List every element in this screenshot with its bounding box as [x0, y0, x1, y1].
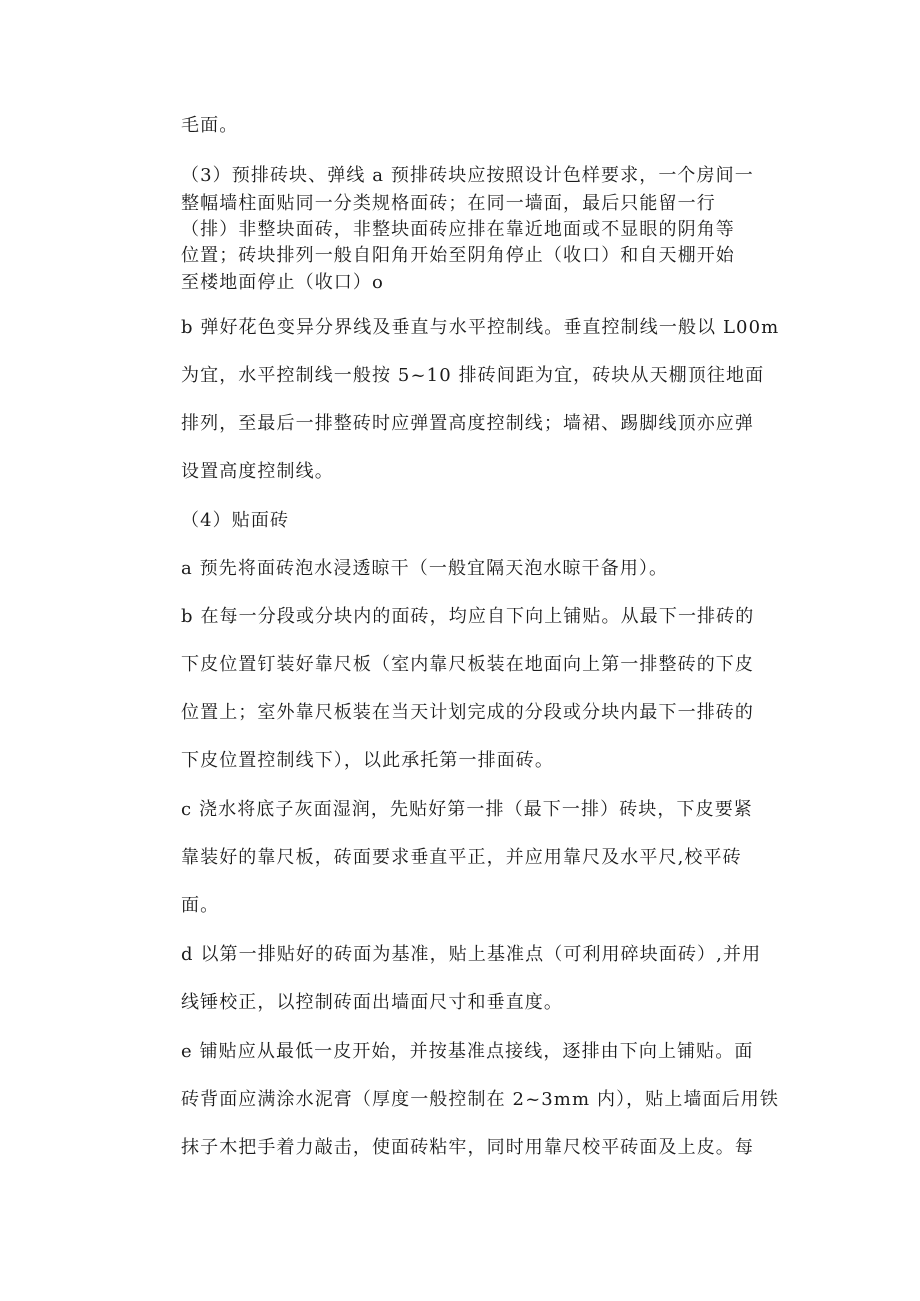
text-line: d 以第一排贴好的砖面为基准，贴上基准点（可利用碎块面砖）,并用 [181, 944, 762, 965]
text-line: a 预先将面砖泡水浸透晾干（一般宜隔天泡水晾干备用）。 [181, 558, 669, 579]
text-line: c 浇水将底子灰面湿润，先贴好第一排（最下一排）砖块，下皮要紧 [181, 799, 753, 820]
text-line: 下皮位置控制线下），以此承托第一排面砖。 [181, 750, 554, 771]
text-line: 设置高度控制线。 [181, 461, 334, 482]
section-heading: （4）贴面砖 [181, 510, 290, 531]
text-line: 下皮位置钉装好靠尺板（室内靠尺板装在地面向上第一排整砖的下皮 [181, 654, 754, 675]
text-line: 整幅墙柱面贴同一分类规格面砖；在同一墙面，最后只能留一行 [181, 193, 716, 214]
text-line: 位置上；室外靠尺板装在当天计划完成的分段或分块内最下一排砖的 [181, 702, 754, 723]
text-line: （3）预排砖块、弹线 a 预排砖块应按照设计色样要求，一个房间一 [181, 165, 754, 186]
text-line: 靠装好的靠尺板，砖面要求垂直平正，并应用靠尺及水平尺,校平砖 [181, 847, 742, 868]
text-line: b 弹好花色变异分界线及垂直与水平控制线。垂直控制线一般以 L00m [181, 317, 780, 338]
text-line: 位置；砖块排列一般自阳角开始至阴角停止（收口）和自天棚开始 [181, 245, 735, 266]
text-line: b 在每一分段或分块内的面砖，均应自下向上铺贴。从最下一排砖的 [181, 606, 755, 627]
text-line: e 铺贴应从最低一皮开始，并按基准点接线，逐排由下向上铺贴。面 [181, 1041, 754, 1062]
text-line: 面。 [181, 895, 220, 916]
text-line: 抹子木把手着力敲击，使面砖粘牢，同时用靠尺校平砖面及上皮。每 [181, 1137, 754, 1158]
text-line: 排列，至最后一排整砖时应弹置高度控制线；墙裙、踢脚线顶亦应弹 [181, 413, 754, 434]
text-line: 毛面。 [181, 115, 239, 136]
text-line: 为宜，水平控制线一般按 5~10 排砖间距为宜，砖块从天棚顶往地面 [181, 365, 765, 386]
text-line: （排）非整块面砖，非整块面砖应排在靠近地面或不显眼的阴角等 [181, 219, 735, 240]
text-line: 砖背面应满涂水泥膏（厚度一般控制在 2~3mm 内），贴上墙面后用铁 [181, 1089, 779, 1110]
text-line: 线锤校正，以控制砖面出墙面尺寸和垂直度。 [181, 992, 563, 1013]
text-line: 至楼地面停止（收口）o [181, 272, 384, 293]
